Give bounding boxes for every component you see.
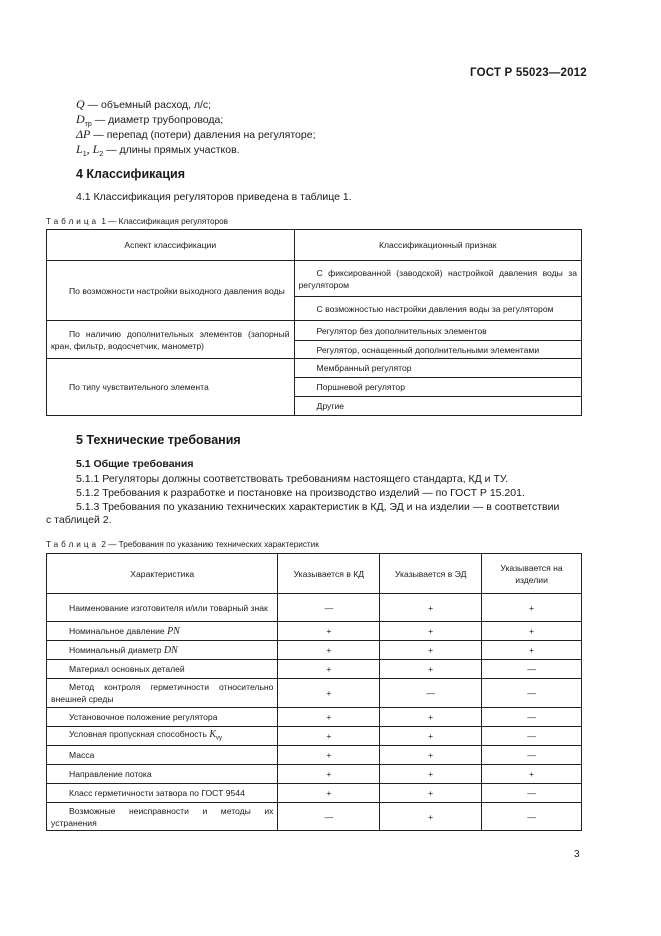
table-cell-kd: + — [278, 784, 380, 803]
table-cell-ed: + — [380, 784, 482, 803]
table-cell-aspect: По возможности настройки выходного давления воды — [47, 261, 295, 321]
table-cell-kd: — — [278, 594, 380, 622]
table-cell-item: — — [482, 660, 582, 679]
definition-dp: ΔP — перепад (потери) давления на регуляторе; — [76, 127, 316, 141]
document-number: ГОСТ Р 55023—2012 — [470, 67, 587, 79]
section-4-1-paragraph: 4.1 Классификация регуляторов приведена в таблице 1. — [76, 191, 352, 203]
table-cell-feature: Другие — [294, 397, 581, 416]
table-cell-ed: + — [380, 660, 482, 679]
table-row — [47, 622, 582, 641]
table-cell-ed: + — [380, 622, 482, 641]
table-header-cell: Классификационный признак — [294, 230, 581, 261]
table-cell-feature: Поршневой регулятор — [294, 378, 581, 397]
table-row — [47, 660, 582, 679]
table-cell-item: + — [482, 765, 582, 784]
table-cell-kd: + — [278, 622, 380, 641]
table-cell-feature: С фиксированной (заводской) настройкой давления воды за регулятором — [294, 261, 581, 297]
definition-d: $D_{тр}$ — диаметр трубопровода; — [76, 112, 224, 129]
section-5-heading: 5 Технические требования — [76, 433, 241, 447]
table-2-caption: Таблица 2 — Требования по указанию технических характеристик — [46, 540, 319, 549]
table-cell-kd: + — [278, 765, 380, 784]
table-cell-item: — — [482, 727, 582, 746]
table-cell-kd: — — [278, 803, 380, 831]
table-1-caption: Таблица 1 — Классификация регуляторов — [46, 217, 229, 226]
table-cell-kd: + — [278, 727, 380, 746]
table-cell-ed: + — [380, 708, 482, 727]
table-cell-feature: Мембранный регулятор — [294, 359, 581, 378]
table-row — [47, 727, 582, 746]
table-cell-aspect: По типу чувствительного элемента — [47, 359, 295, 416]
page-number: 3 — [574, 849, 580, 860]
table-header-cell: Указывается в КД — [278, 554, 380, 594]
table-header-cell: Аспект классификации — [47, 230, 295, 261]
table-cell-characteristic: Номинальный диаметр DN — [47, 641, 278, 660]
definition-l: $L_1$, $L_2$ — длины прямых участков. — [76, 142, 240, 159]
table-header-cell: Указывается на изделии — [482, 554, 582, 594]
section-5-1-heading: 5.1 Общие требования — [76, 458, 194, 470]
section-4-heading: 4 Классификация — [76, 167, 186, 181]
table-cell-ed: + — [380, 746, 482, 765]
table-header-cell: Указывается в ЭД — [380, 554, 482, 594]
table-cell-item: + — [482, 641, 582, 660]
table-row — [47, 803, 582, 831]
table-cell-ed: + — [380, 803, 482, 831]
table-row — [47, 594, 582, 622]
table-row — [47, 641, 582, 660]
table-cell-item: — — [482, 746, 582, 765]
table-row — [47, 708, 582, 727]
table-cell-item: — — [482, 803, 582, 831]
table-cell-characteristic: Метод контроля герметичности относительно внешней среды — [47, 679, 278, 708]
table-cell-kd: + — [278, 746, 380, 765]
table-cell-characteristic: Масса — [47, 746, 278, 765]
table-cell-characteristic: Материал основных деталей — [47, 660, 278, 679]
table-header-cell: Характеристика — [47, 554, 278, 594]
table-cell-item: — — [482, 679, 582, 708]
section-5-1-1-paragraph: 5.1.1 Регуляторы должны соответствовать требованиям настоящего стандарта, КД и ТУ. — [76, 473, 509, 485]
table-row — [47, 765, 582, 784]
table-row — [47, 679, 582, 708]
table-cell-feature: Регулятор без дополнительных элементов — [294, 321, 581, 341]
table-cell-characteristic: Класс герметичности затвора по ГОСТ 9544 — [47, 784, 278, 803]
table-row — [47, 784, 582, 803]
table-cell-characteristic: Номинальное давление PN — [47, 622, 278, 641]
table-cell-kd: + — [278, 708, 380, 727]
definition-q: Q — объемный расход, л/с; — [76, 97, 212, 111]
table-cell-kd: + — [278, 660, 380, 679]
table-cell-characteristic: Условная пропускная способность $K_{vy}$ — [47, 727, 278, 746]
table-cell-item: — — [482, 708, 582, 727]
table-row — [47, 746, 582, 765]
table-cell-ed: + — [380, 641, 482, 660]
section-5-1-3-continuation: с таблицей 2. — [46, 514, 112, 526]
table-cell-ed: — — [380, 679, 482, 708]
table-cell-aspect: По наличию дополнительных элементов (запорный кран, фильтр, водосчетчик, манометр) — [47, 321, 295, 359]
table-cell-ed: + — [380, 594, 482, 622]
table-cell-characteristic: Наименование изготовителя и/или товарный знак — [47, 594, 278, 622]
table-cell-characteristic: Установочное положение регулятора — [47, 708, 278, 727]
table-cell-kd: + — [278, 679, 380, 708]
table-cell-item: + — [482, 594, 582, 622]
table-cell-ed: + — [380, 765, 482, 784]
table-cell-kd: + — [278, 641, 380, 660]
table-cell-characteristic: Направление потока — [47, 765, 278, 784]
section-5-1-3-paragraph: 5.1.3 Требования по указанию технических характеристик в КД, ЭД и на изделии — в соответствии — [76, 501, 560, 513]
classification-table — [46, 229, 582, 416]
table-cell-characteristic: Возможные неисправности и методы их устранения — [47, 803, 278, 831]
table-cell-item: — — [482, 784, 582, 803]
requirements-table — [46, 553, 582, 831]
table-cell-ed: + — [380, 727, 482, 746]
table-cell-item: + — [482, 622, 582, 641]
table-cell-feature: Регулятор, оснащенный дополнительными элементами — [294, 341, 581, 359]
table-cell-feature: С возможностью настройки давления воды за регулятором — [294, 297, 581, 321]
section-5-1-2-paragraph: 5.1.2 Требования к разработке и постановке на производство изделий — по ГОСТ Р 15.201. — [76, 487, 525, 499]
